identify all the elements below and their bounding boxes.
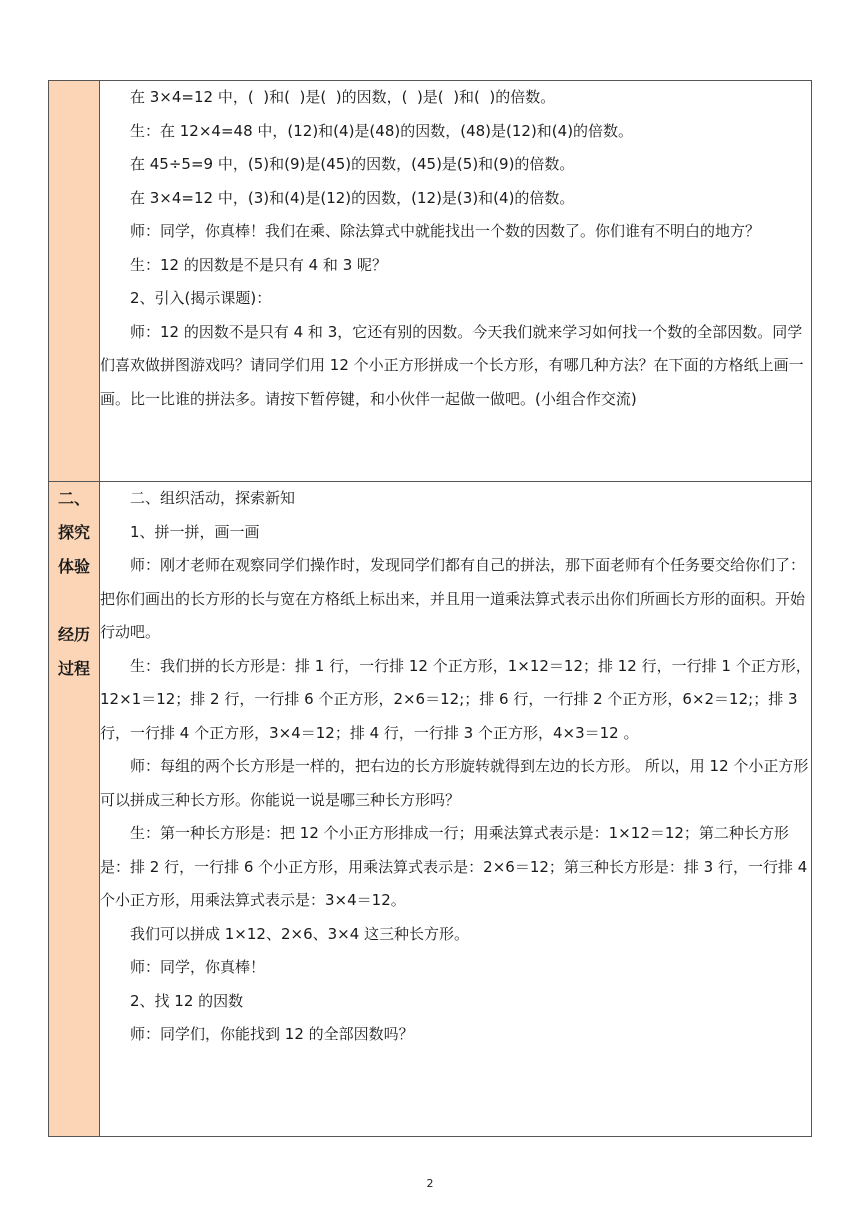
section-content-explore <box>100 482 812 1137</box>
section-label-cell <box>49 81 100 482</box>
paragraph: 生：第一种长方形是：把 12 个小正方形排成一行；用乘法算式表示是：1×12＝12；第二种长方形是：排 2 行，一行排 6 个小正方形，用乘法算式表示是：2×6＝12；第三种长方形是：排 3 行，一行排 4 个小正方形，用乘法算式表示是：3×4＝12。 <box>100 824 813 909</box>
section-label-line: 探究 <box>57 523 90 542</box>
section-row-intro <box>49 81 812 482</box>
section-content-intro <box>100 81 812 482</box>
paragraph: 在 3×4=12 中，(3)和(4)是(12)的因数，(12)是(3)和(4)的倍数。 <box>130 188 575 207</box>
paragraph: 2、找 12 的因数 <box>130 991 244 1010</box>
section-label-line: 体验 <box>57 557 90 576</box>
page-number: 2 <box>426 1177 434 1190</box>
section-row-explore <box>49 482 812 1137</box>
section-label-spacer <box>49 584 99 618</box>
paragraph: 2、引入(揭示课题)： <box>130 289 272 307</box>
paragraph: 1、拼一拼，画一画 <box>130 522 260 541</box>
paragraph: 生：我们拼的长方形是：排 1 行，一行排 12 个正方形，1×12＝12；排 12 行，一行排 1 个正方形，12×1＝12；排 2 行，一行排 6 个正方形，2×6＝12;；排 6 行，一行排 2 个正方形，6×2＝12;；排 3 行，一行排 4 个正方形，3×4＝12；排 4 行，一行排 3 个正方形，4×3＝12 。 <box>100 656 811 742</box>
paragraph: 师：同学，你真棒！我们在乘、除法算式中就能找出一个数的因数了。你们谁有不明白的地方？ <box>130 222 761 240</box>
paragraph: 我们可以拼成 1×12、2×6、3×4 这三种长方形。 <box>130 924 470 943</box>
section-label-line: 经历 <box>57 625 90 644</box>
paragraph: 生：在 12×4=48 中，(12)和(4)是(48)的因数，(48)是(12)和(4)的倍数。 <box>130 121 634 140</box>
section-label-cell <box>49 482 100 1137</box>
paragraph: 二、组织活动，探索新知 <box>130 489 296 507</box>
lesson-plan-table <box>48 80 812 1137</box>
paragraph: 师：同学们，你能找到 12 的全部因数吗？ <box>130 1025 414 1043</box>
paragraph: 在 45÷5=9 中，(5)和(9)是(45)的因数，(45)是(5)和(9)的倍数。 <box>130 155 575 173</box>
paragraph: 在 3×4=12 中，( )和( )是( )的因数，( )是( )和( )的倍数。 <box>130 88 556 106</box>
section-label-line: 过程 <box>57 659 90 678</box>
paragraph: 师：同学，你真棒！ <box>130 958 266 976</box>
paragraph: 师：每组的两个长方形是一样的，把右边的长方形旋转就得到左边的长方形。 所以，用 12 个小正方形可以拼成三种长方形。你能说一说是哪三种长方形吗？ <box>100 757 809 809</box>
paragraph: 生：12 的因数是不是只有 4 和 3 呢？ <box>130 255 388 274</box>
paragraph: 师：12 的因数不是只有 4 和 3，它还有别的因数。今天我们就来学习如何找一个数的全部因数。同学们喜欢做拼图游戏吗？请同学们用 12 个小正方形拼成一个长方形，有哪几种方法？在下面的方格纸上画一画。比一比谁的拼法多。请按下暂停键，和小伙伴一起做一做吧。(小组合作交流) <box>100 322 804 408</box>
paragraph: 师：刚才老师在观察同学们操作时，发现同学们都有自己的拼法，那下面老师有个任务要交给你们了：把你们画出的长方形的长与宽在方格纸上标出来，并且用一道乘法算式表示出你们所画长方形的面积。开始行动吧。 <box>100 556 806 641</box>
section-label-line: 二、 <box>57 489 90 508</box>
